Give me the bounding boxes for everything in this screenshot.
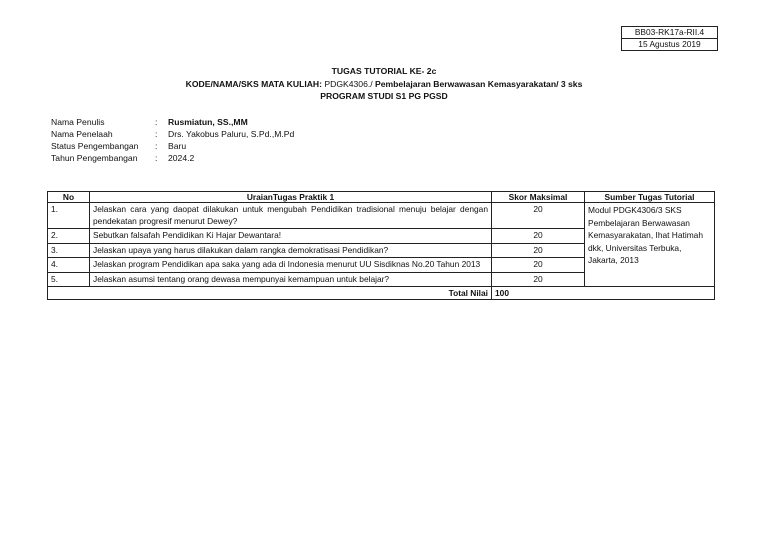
meta-label: Nama Penelaah <box>51 129 113 139</box>
course-name: Pembelajaran Berwawasan Kemasyarakatan/ 3 sks <box>375 79 583 89</box>
task-score: 20 <box>492 243 585 258</box>
task-score: 20 <box>492 272 585 287</box>
task-score: 20 <box>492 203 585 229</box>
header-score: Skor Maksimal <box>492 192 585 203</box>
document-code-box <box>621 26 718 51</box>
task-text: Jelaskan cara yang daopat dilakukan untuk mengubah Pendidikan tradisional menuju belajar dengan pendekatan progresif menurut Dewey? <box>90 203 492 229</box>
task-text: Jelaskan upaya yang harus dilakukan dalam rangka demokratisasi Pendidikan? <box>90 243 492 258</box>
task-score: 20 <box>492 258 585 273</box>
header-no: No <box>48 192 90 203</box>
row-number: 5. <box>48 272 90 287</box>
meta-separator: : <box>155 117 158 127</box>
meta-label: Tahun Pengembangan <box>51 153 138 163</box>
course-line <box>0 79 768 89</box>
meta-row-author <box>51 116 451 128</box>
document-date: 15 Agustus 2019 <box>622 38 717 50</box>
program-name: PROGRAM STUDI S1 PG PGSD <box>320 91 448 101</box>
header-task: UraianTugas Praktik 1 <box>90 192 492 203</box>
meta-row-reviewer <box>51 128 451 140</box>
meta-info <box>51 116 451 164</box>
row-number: 1. <box>48 203 90 229</box>
meta-value: Rusmiatun, SS.,MM <box>168 117 248 127</box>
row-number: 3. <box>48 243 90 258</box>
meta-row-status <box>51 140 451 152</box>
table-row <box>48 203 715 229</box>
meta-value: Baru <box>168 141 187 151</box>
meta-separator: : <box>155 153 158 163</box>
meta-separator: : <box>155 129 158 139</box>
document-code: BB03-RK17a-RII.4 <box>634 27 705 37</box>
task-text: Jelaskan program Pendidikan apa saka yang ada di Indonesia menurut UU Sisdiknas No.20 Tahun 2013 <box>90 258 492 273</box>
task-table <box>47 191 715 300</box>
row-number: 4. <box>48 258 90 273</box>
meta-row-year <box>51 152 451 164</box>
row-number: 2. <box>48 229 90 244</box>
total-label: Total Nilai <box>48 287 492 300</box>
total-value: 100 <box>492 287 715 300</box>
course-prefix: KODE/NAMA/SKS MATA KULIAH: <box>185 79 325 89</box>
meta-label: Status Pengembangan <box>51 141 139 151</box>
meta-value: 2024.2 <box>168 153 195 163</box>
source-cell: Modul PDGK4306/3 SKS Pembelajaran Berwawasan Kemasyarakatan, Ihat Hatimah dkk, Universitas Terbuka, Jakarta, 2013 <box>585 203 715 287</box>
header-source: Sumber Tugas Tutorial <box>585 192 715 203</box>
task-text: Sebutkan falsafah Pendidikan Ki Hajar Dewantara! <box>90 229 492 244</box>
meta-value: Drs. Yakobus Paluru, S.Pd.,M.Pd <box>168 129 295 139</box>
total-row <box>48 287 715 300</box>
meta-separator: : <box>155 141 158 151</box>
table-header-row <box>48 192 715 203</box>
page-title: TUGAS TUTORIAL KE- 2c <box>331 66 437 76</box>
task-score: 20 <box>492 229 585 244</box>
task-text: Jelaskan asumsi tentang orang dewasa mempunyai kemampuan untuk belajar? <box>90 272 492 287</box>
course-code: PDGK4306./ <box>324 79 376 89</box>
meta-label: Nama Penulis <box>51 117 105 127</box>
